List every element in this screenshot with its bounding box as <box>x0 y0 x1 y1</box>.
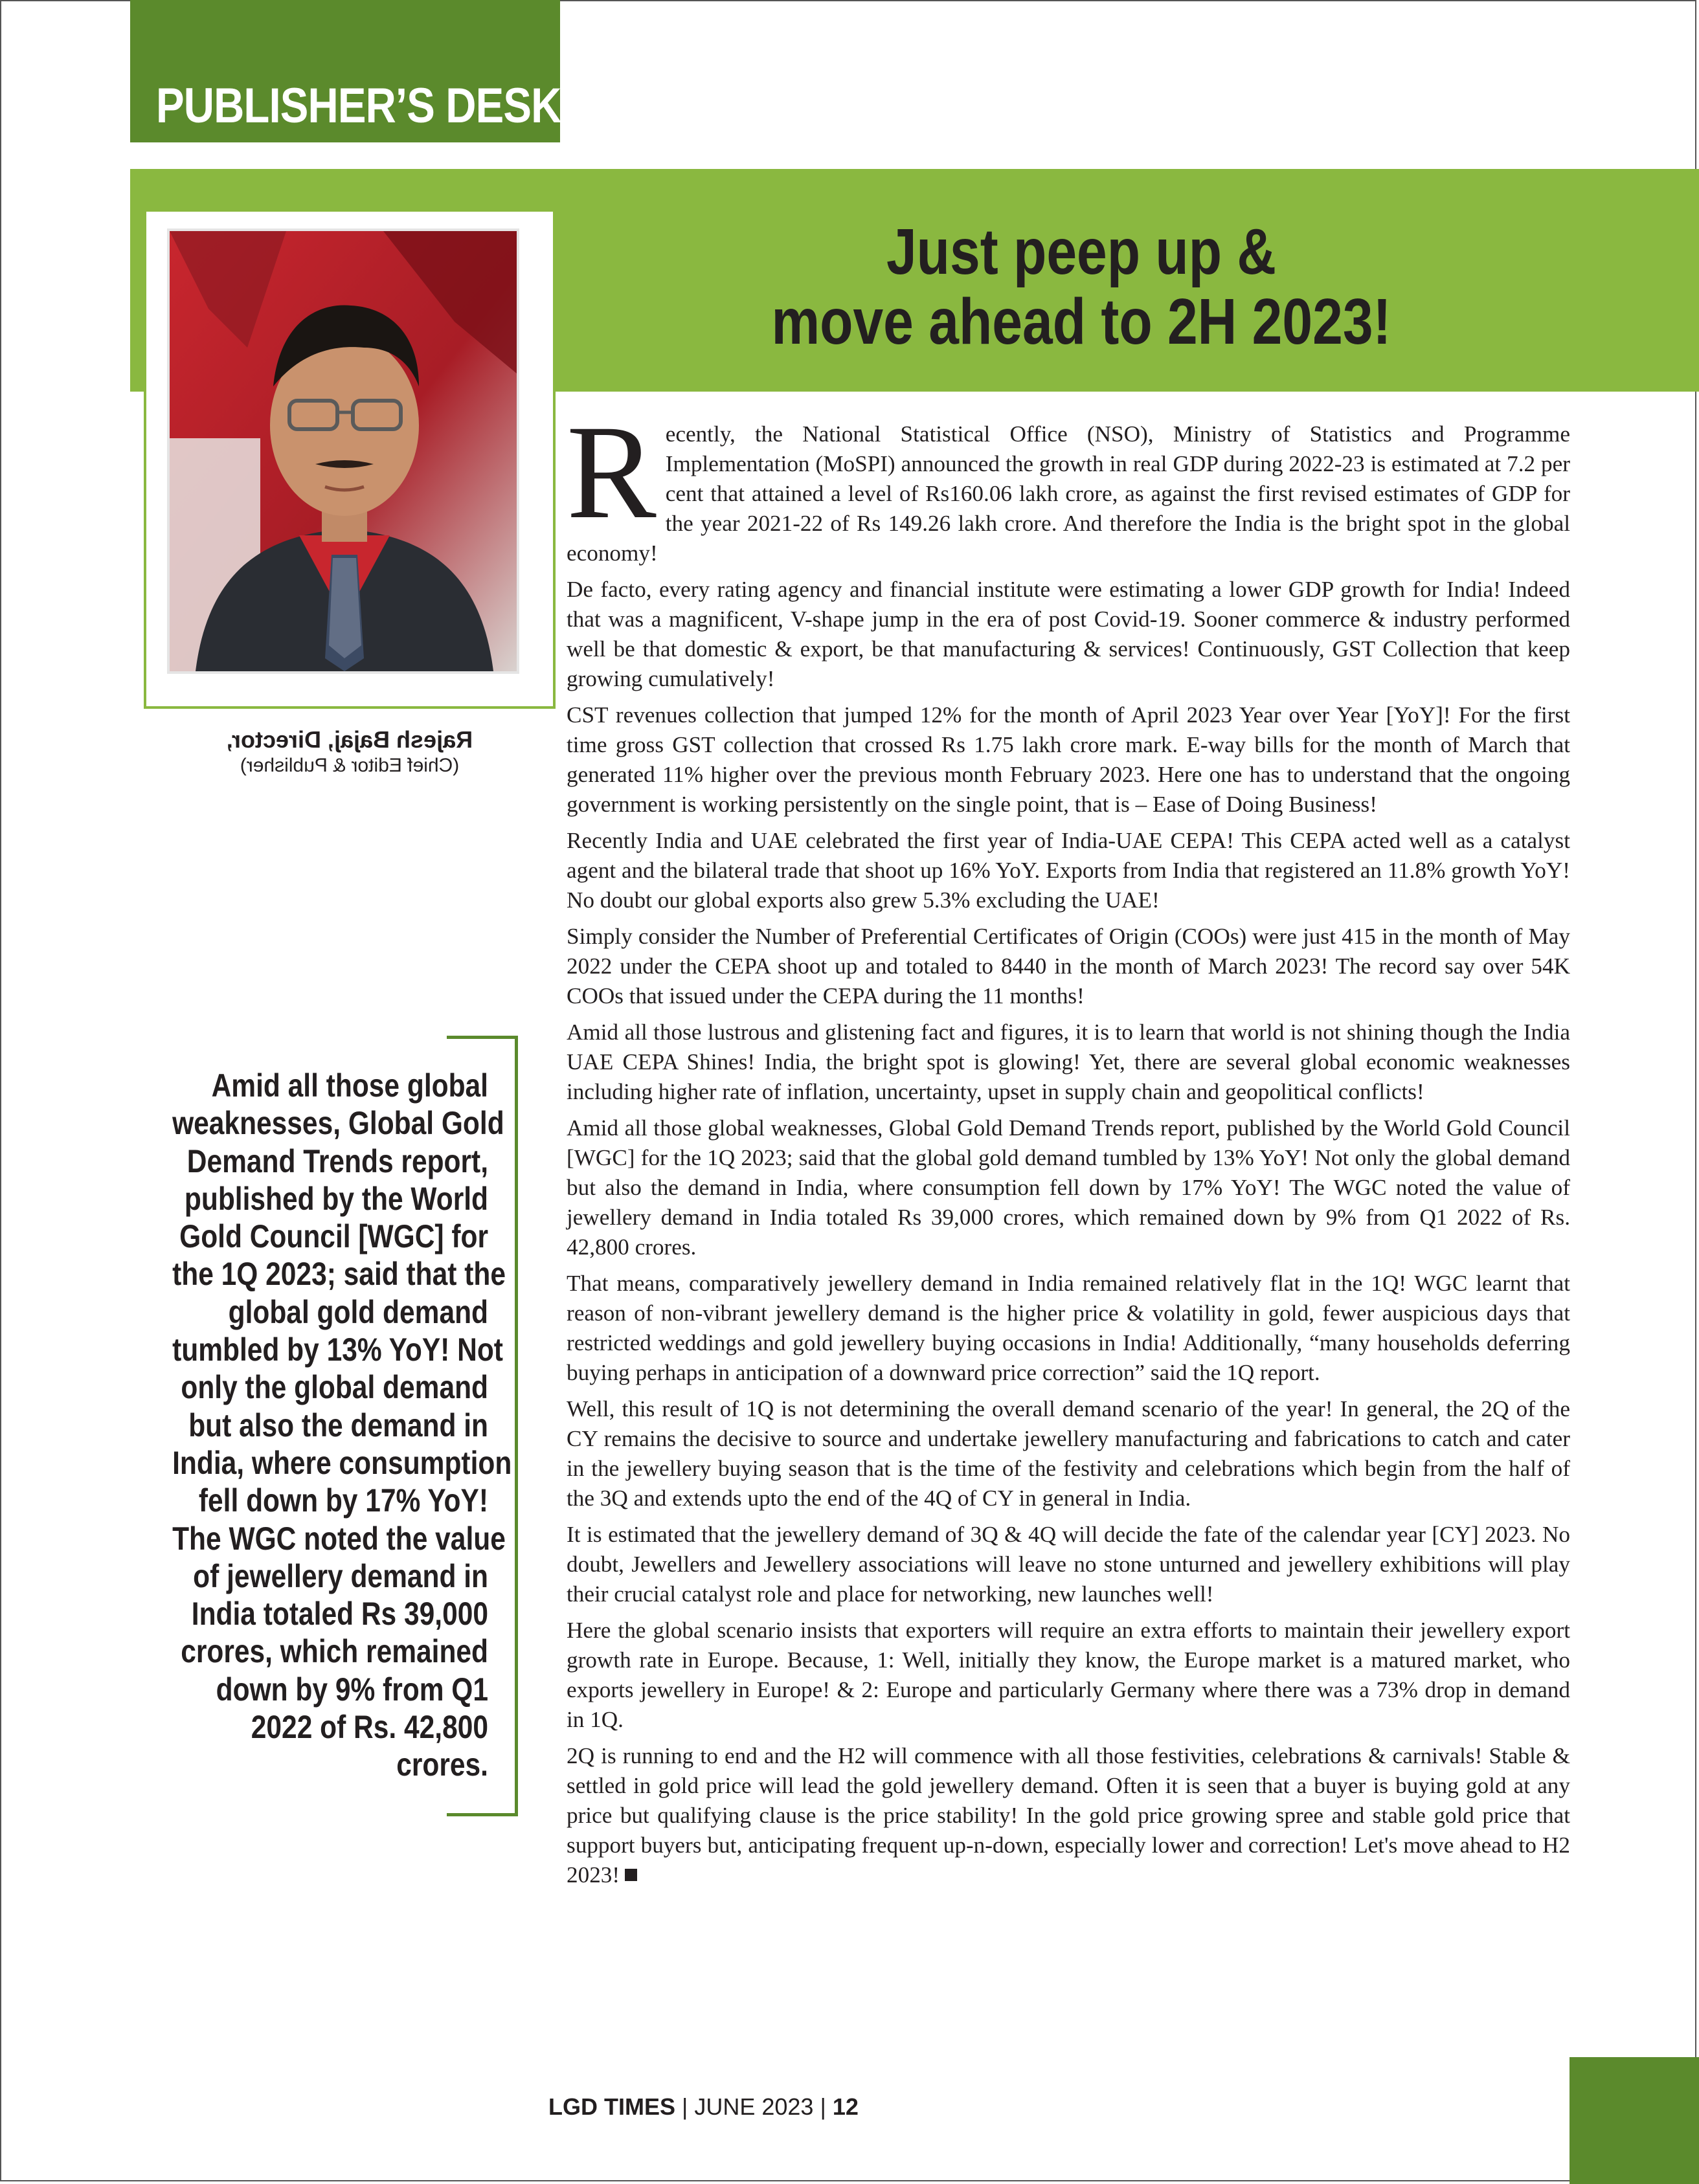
article-paragraph-3: CST revenues collection that jumped 12% for the month of April 2023 Year over Year [YoY]! For the first time gross GST collection that crossed Rs 1.75 lakh crore mark. E-way bills for the month of March that generated 11% higher over the previous month February 2023. Here one has to understand that the ongoing government is working persistently on the single point, that is – Ease of Doing Business! <box>567 702 1570 817</box>
pullquote-line: India, where consumption <box>172 1444 512 1481</box>
pullquote-line: fell down by 17% YoY! <box>198 1482 488 1519</box>
pullquote-line: published by the World <box>184 1180 488 1217</box>
footer-issue: JUNE 2023 <box>694 2093 814 2120</box>
headline <box>673 217 1489 357</box>
corner-block <box>1570 2057 1699 2184</box>
section-tab <box>130 0 560 142</box>
article-paragraph-10: It is estimated that the jewellery demand of 3Q & 4Q will decide the fate of the calendar year [CY] 2023. No doubt, Jewellers and Jewellery associations will leave no stone unturned and jewellery exhibitions will play their crucial catalyst role and place for networking, new launches well! <box>567 1522 1570 1607</box>
pullquote-line: tumbled by 13% YoY! Not <box>172 1332 503 1368</box>
publisher-portrait-icon <box>170 231 517 671</box>
footer-publication: LGD TIMES <box>548 2093 675 2120</box>
pullquote <box>117 1067 512 1784</box>
footer-separator: | <box>675 2093 695 2120</box>
pullquote-line: crores. <box>396 1746 488 1783</box>
pullquote-line: down by 9% from Q1 <box>216 1671 488 1708</box>
pullquote-line: of jewellery demand in <box>193 1557 488 1594</box>
drop-cap: R <box>567 397 657 546</box>
pullquote-line: Amid all those global <box>211 1067 488 1104</box>
pullquote-line: The WGC noted the value <box>172 1520 506 1557</box>
article-body <box>567 397 1570 1897</box>
footer-separator: | <box>813 2093 833 2120</box>
end-mark-icon <box>625 1869 637 1881</box>
article-paragraph-11: Here the global scenario insists that exporters will require an extra efforts to maintain their jewellery export growth rate in Europe. Because, 1: Well, initially they know, the Europe market is a matured market, who exports jewellery in Europe! & 2: Europe and particularly Germany where there was a 73% drop in demand in 1Q. <box>567 1618 1570 1732</box>
caption-role: (Chief Editor & Publisher) <box>240 755 460 776</box>
paragraph-12-text: 2Q is running to end and the H2 will commence with all those festivities, celebrations & carnivals! Stable & settled in gold price will lead the gold jewellery demand. Often it is seen that a buyer is buying gold at any price but qualifying clause is the price stability! In the gold price growing spree and stable gold price that support buyers but, anticipating frequent up-n-down, especially lower and correction! Let's move ahead to H2 2023! <box>567 1743 1570 1888</box>
paragraph-1-text: ecently, the National Statistical Office (NSO), Ministry of Statistics and Programme Implementation (MoSPI) announced the growth in real GDP during 2022-23 is estimated at 7.2 per cent that attained a level of Rs160.06 lakh crore, as against the first revised estimates of GDP for the year 2021-22 of Rs 149.26 lakh crore. And therefore the India is the bright spot in the global economy! <box>567 421 1570 566</box>
photo-caption <box>144 726 556 778</box>
footer-page-number: 12 <box>832 2093 859 2120</box>
article-paragraph-12 <box>567 1741 1570 1890</box>
photo-frame <box>144 209 556 709</box>
pullquote-line: only the global demand <box>181 1369 488 1406</box>
pullquote-line: Demand Trends report, <box>186 1142 488 1179</box>
article-paragraph-8: That means, comparatively jewellery demand in India remained relatively flat in the 1Q! WGC learnt that reason of non-vibrant jewellery demand is the higher price & volatility in gold, fewer auspicious days that restricted weddings and gold jewellery buying occasions in India! Additionally, “many households deferring buying perhaps in anticipation of a downward price correction” said the 1Q report. <box>567 1271 1570 1385</box>
pullquote-line: but also the demand in <box>188 1407 488 1443</box>
pullquote-line: 2022 of Rs. 42,800 <box>251 1709 488 1746</box>
section-label: PUBLISHER’S DESK <box>156 78 561 133</box>
article-paragraph-1 <box>567 397 1570 568</box>
article-paragraph-9: Well, this result of 1Q is not determining the overall demand scenario of the year! In general, the 2Q of the CY remains the decisive to source and undertake jewellery manufacturing and fabrications to catch and cater in the jewellery buying season that is the time of the festivity and celebrations which begin from the half of the 3Q and extends upto the end of the 4Q of CY in general in India. <box>567 1396 1570 1511</box>
pullquote-line: crores, which remained <box>181 1633 488 1670</box>
pullquote-line: global gold demand <box>228 1293 488 1330</box>
headline-line-2: move ahead to 2H 2023! <box>771 285 1391 358</box>
headline-line-1: Just peep up & <box>886 216 1277 288</box>
pullquote-line: the 1Q 2023; said that the <box>172 1256 506 1293</box>
article-paragraph-7: Amid all those global weaknesses, Global Gold Demand Trends report, published by the World Gold Council [WGC] for the 1Q 2023; said that the global gold demand tumbled by 13% YoY! Not only the global demand but also the demand in India, where consumption fell down by 17% YoY! The WGC noted the value of jewellery demand in India totaled Rs 39,000 crores, which remained down by 9% from Q1 2022 of Rs. 42,800 crores. <box>567 1115 1570 1260</box>
article-paragraph-2: De facto, every rating agency and financial institute were estimating a lower GDP growth for India! Indeed that was a magnificent, V-shape jump in the era of post Covid-19. Sooner commerce & industry performed well be that domestic & export, be that manufacturing & services! Continuously, GST Collection that keep growing cumulatively! <box>567 577 1570 691</box>
page-footer <box>548 2093 859 2121</box>
article-paragraph-4: Recently India and UAE celebrated the first year of India-UAE CEPA! This CEPA acted well as a catalyst agent and the bilateral trade that shoot up 16% YoY. Exports from India that registered an 11.8% growth YoY! No doubt our global exports also grew 5.3% excluding the UAE! <box>567 828 1570 913</box>
article-paragraph-6: Amid all those lustrous and glistening fact and figures, it is to learn that world is not shining though the India UAE CEPA Shines! India, the bright spot is glowing! Yet, there are several global economic weaknesses including higher rate of inflation, uncertainty, upset in supply chain and geopolitical conflicts! <box>567 1020 1570 1104</box>
pullquote-line: India totaled Rs 39,000 <box>191 1596 488 1632</box>
caption-name: Rajesh Bajaj, Director, <box>226 726 473 753</box>
article-paragraph-5: Simply consider the Number of Preferential Certificates of Origin (COOs) were just 415 in the month of May 2022 under the CEPA shoot up and totaled to 8440 in the month of March 2023! The record say over 54K COOs that issued under the CEPA during the 11 months! <box>567 924 1570 1008</box>
pullquote-line: Gold Council [WGC] for <box>179 1218 488 1255</box>
pullquote-line: weaknesses, Global Gold <box>172 1105 504 1142</box>
